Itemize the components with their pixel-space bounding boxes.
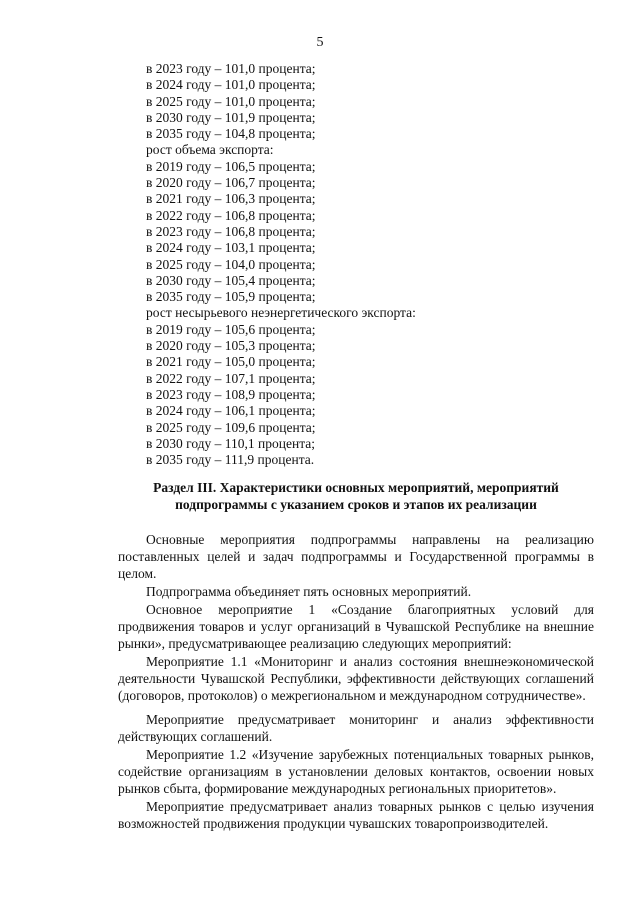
stat-line: в 2020 году – 106,7 процента; [146, 175, 316, 191]
section-heading-line: подпрограммы с указанием сроков и этапов их реализации [175, 497, 537, 512]
paragraph: Мероприятие предусматривает мониторинг и анализ эффективности действующих соглашений. [118, 712, 594, 744]
section-heading-line: Раздел III. Характеристики основных мероприятий, мероприятий [153, 480, 559, 495]
stat-line: в 2025 году – 104,0 процента; [146, 256, 316, 272]
paragraph: Мероприятие предусматривает анализ товарных рынков с целью изучения возможностей продвижения продукции чувашских товаропроизводителей. [118, 799, 594, 831]
stat-line: в 2021 году – 106,3 процента; [146, 191, 316, 207]
stat-line: в 2022 году – 106,8 процента; [146, 207, 316, 223]
stat-line: в 2019 году – 105,6 процента; [146, 321, 316, 337]
stat-line: в 2021 году – 105,0 процента; [146, 354, 316, 370]
paragraph: Мероприятие 1.1 «Мониторинг и анализ состояния внешнеэкономической деятельности Чувашской Республики, эффективности действующих соглашений (договоров, протоколов) о межрегиональном и международном сотрудничестве». [118, 654, 594, 703]
stat-line: в 2035 году – 111,9 процента. [146, 452, 315, 468]
stat-line: в 2024 году – 106,1 процента; [146, 403, 316, 419]
stat-line: в 2023 году – 101,0 процента; [146, 61, 316, 76]
paragraph: Основное мероприятие 1 «Создание благоприятных условий для продвижения товаров и услуг организаций в Чувашской Республике на внешние рынки», предусматривающее реализацию следующих мероприятий: [118, 602, 594, 651]
stat-line: в 2023 году – 108,9 процента; [146, 386, 316, 402]
stat-line: в 2024 году – 101,0 процента; [146, 77, 316, 93]
stat-line: в 2035 году – 104,8 процента; [146, 126, 316, 142]
statistics-list [146, 61, 566, 468]
paragraph: Основные мероприятия подпрограммы направлены на реализацию поставленных целей и задач подпрограммы и Государственной программы в целом. [118, 532, 594, 581]
body-text [118, 531, 594, 833]
stat-line: в 2019 году – 106,5 процента; [146, 158, 316, 174]
stat-line: в 2030 году – 110,1 процента; [146, 435, 316, 451]
stat-line: в 2035 году – 105,9 процента; [146, 289, 316, 305]
stat-line: в 2022 году – 107,1 процента; [146, 370, 316, 386]
page-number: 5 [316, 35, 324, 50]
stat-line: в 2030 году – 101,9 процента; [146, 109, 316, 125]
stat-line: в 2020 году – 105,3 процента; [146, 338, 316, 354]
section-heading [118, 479, 594, 513]
stat-group-heading: рост несырьевого неэнергетического экспорта: [146, 305, 416, 321]
stat-line: в 2030 году – 105,4 процента; [146, 272, 316, 288]
paragraph: Мероприятие 1.2 «Изучение зарубежных потенциальных товарных рынков, содействие организациям в установлении деловых контактов, освоении новых рынков сбыта, формирование международных региональных приоритетов». [118, 747, 594, 796]
stat-line: в 2025 году – 101,0 процента; [146, 93, 316, 109]
stat-line: в 2025 году – 109,6 процента; [146, 419, 316, 435]
stat-group-heading: рост объема экспорта: [146, 142, 274, 158]
stat-line: в 2024 году – 103,1 процента; [146, 240, 316, 256]
paragraph: Подпрограмма объединяет пять основных мероприятий. [146, 584, 472, 599]
stat-line: в 2023 году – 106,8 процента; [146, 223, 316, 239]
